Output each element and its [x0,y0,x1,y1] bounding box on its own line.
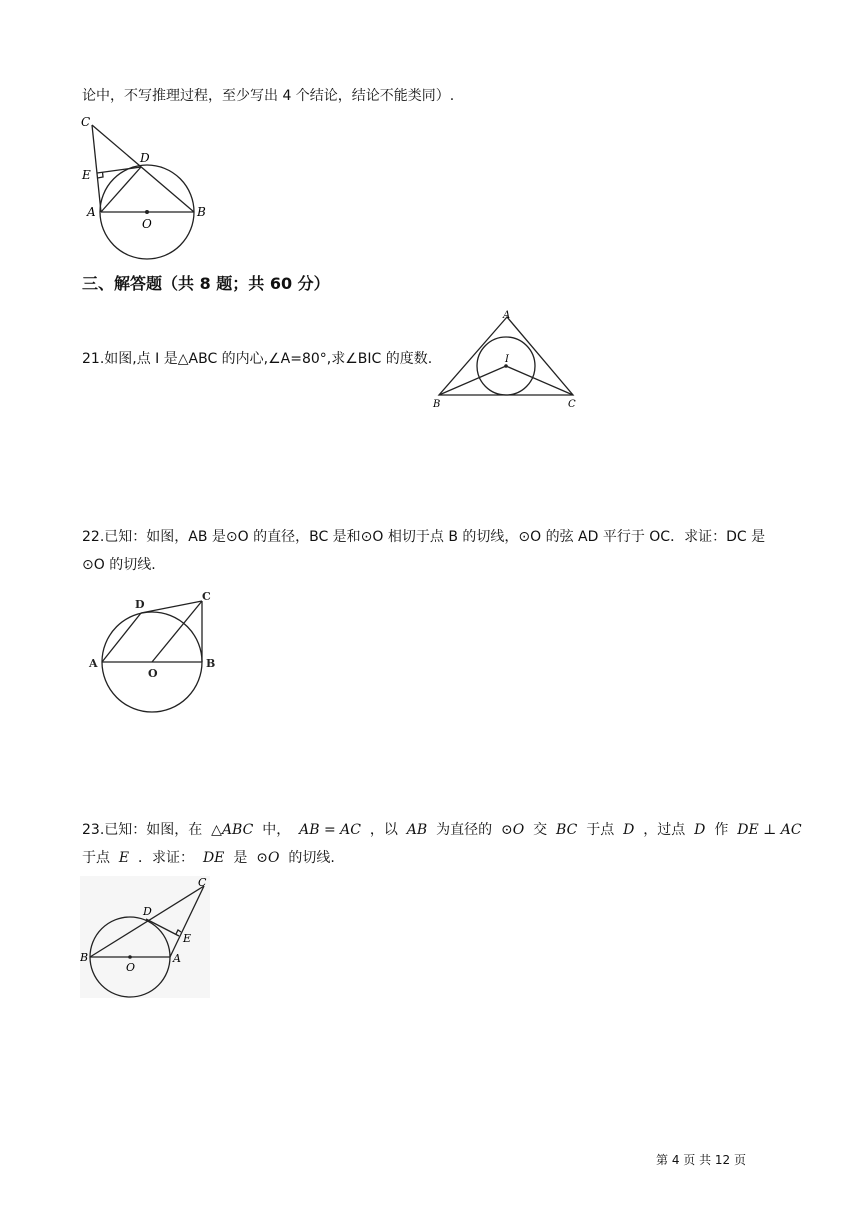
q22-label-B: B [206,657,216,670]
q20-line-CB [92,125,194,212]
q21-text: 21.如图,点 I 是△ABC 的内心,∠A=80°,求∠BIC 的度数. [82,351,433,367]
q23-label-D: D [143,905,152,918]
q23-label-O: O [126,961,136,974]
q21-figure [425,308,590,410]
q22-label-D: D [135,598,145,611]
q21-line-IC [506,366,573,395]
q20-label-C: C [81,115,91,129]
q21-line-IB [439,366,506,395]
q23-figure [80,876,210,998]
q23-label-C: C [198,876,207,889]
q22-text-line1: 22.已知：如图，AB 是⊙O 的直径，BC 是和⊙O 相切于点 B 的切线，⊙O 的弦 AD 平行于 OC．求证：DC 是 [82,529,766,545]
q23-label-B: B [80,951,89,964]
q22-label-C: C [202,590,211,603]
q20-figure [78,112,218,264]
q22-label-A: A [89,657,98,670]
q23-text-line2: 于点 E ．求证： DE 是 ⊙O 的切线. [82,850,335,866]
page-number: 第 4 页 共 12 页 [656,1153,746,1167]
q20-line-CA [92,125,101,212]
q20-label-E: E [82,168,91,182]
q23-label-E: E [183,932,192,945]
q21-label-C: C [568,399,576,410]
q23-center-dot [128,955,132,959]
q23-label-A: A [173,952,181,965]
q20-line-AD [101,167,141,212]
q21-label-I: I [505,354,509,365]
q21-label-A: A [503,310,511,321]
q22-line-OC [152,601,202,662]
q20-label-O: O [142,217,152,231]
q22-figure [86,586,226,721]
q20-label-B: B [197,205,206,219]
q20-label-D: D [140,151,150,165]
section-title: 三、解答题（共 8 题；共 60 分） [82,274,330,293]
q21-label-B: B [433,399,441,410]
q20-continuation-text: 论中，不写推理过程，至少写出 4 个结论，结论不能类同）. [82,88,455,104]
q20-label-A: A [87,205,96,219]
q20-center-dot [145,210,149,214]
q20-line-ED [97,167,141,173]
q22-label-O: O [148,667,158,680]
q23-text-line1: 23.已知：如图，在 △ABC 中， AB = AC ，以 AB 为直径的 ⊙O 交 BC 于点 D ，过点 D 作 DE ⊥ AC [82,822,802,838]
q22-text-line2: ⊙O 的切线. [82,557,156,573]
